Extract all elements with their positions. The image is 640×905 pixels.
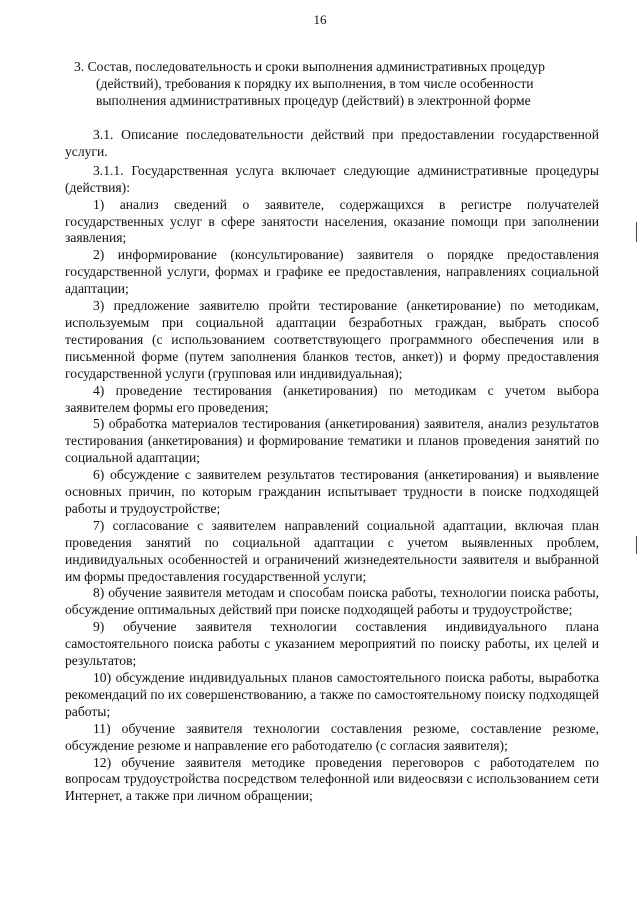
paragraph-3-1: 3.1. Описание последовательности действий при предоставлении государственной услуги. [65, 127, 599, 159]
document-body [65, 127, 599, 805]
list-item: 4) проведение тестирования (анкетирования) по методикам с учетом выбора заявителем формы его проведения; [65, 382, 599, 415]
list-item: 10) обсуждение индивидуальных планов самостоятельного поиска работы, выработка рекомендаций по их совершенствованию, а также по самостоятельному поиску подходящей работы; [65, 670, 599, 719]
list-item: 9) обучение заявителя технологии составления индивидуального плана самостоятельного поиска работы с указанием мероприятий по поиску работы, их целей и результатов; [65, 619, 599, 669]
list-item: 12) обучение заявителя методике проведения переговоров с работодателем по вопросам трудоустройства посредством телефонной или видеосвязи с использованием сети Интернет, а также при личном обращении; [65, 754, 599, 804]
list-item: 2) информирование (консультирование) заявителя о порядке предоставления государственной услуги, формах и графике ее предоставления, направлениях социальной адаптации; [65, 247, 599, 297]
section-heading-line-1: 3. Состав, последовательность и сроки выполнения административных процедур [74, 59, 545, 74]
section-heading-line-3: выполнения административных процедур (действий) в электронной форме [96, 93, 531, 108]
list-item: 8) обучение заявителя методам и способам поиска работы, технологии поиска работы, обсуждение оптимальных действий при поиске подходящей работы и трудоустройстве; [65, 585, 599, 618]
list-item: 3) предложение заявителю пройти тестирование (анкетирование) по методикам, используемым при социальной адаптации безработных граждан, выбрать способ тестирования (с использованием соответствующего программного обеспечения или в письменной форме (путем заполнения бланков тестов, анкет)) и форму предоставления государственной услуги (групповая или индивидуальная); [65, 298, 599, 381]
list-item: 11) обучение заявителя технологии составления резюме, составление резюме, обсуждение резюме и направление его работодателю (с согласия заявителя); [65, 720, 599, 753]
list-item: 6) обсуждение с заявителем результатов тестирования (анкетирования) и выявление основных причин, по которым гражданин испытывает трудности в поиске подходящей работы и трудоустройстве; [65, 467, 599, 516]
paragraph-3-1-1: 3.1.1. Государственная услуга включает следующие административные процедуры (действия): [65, 162, 599, 195]
page-number: 16 [313, 12, 327, 27]
section-heading-line-2: (действий), требования к порядку их выполнения, в том числе особенности [96, 76, 534, 91]
list-item: 1) анализ сведений о заявителе, содержащихся в регистре получателей государственных услуг в сфере занятости населения, оказание помощи при заполнении заявления; [65, 196, 599, 246]
list-item: 7) согласование с заявителем направлений социальной адаптации, включая план проведения занятий по социальной адаптации с учетом выявленных проблем, индивидуальных особенностей и ограничений жизнедеятельности заявителя и выбранной им формы предоставления государственной услуги; [65, 517, 599, 584]
section-heading [74, 58, 604, 109]
list-item: 5) обработка материалов тестирования (анкетирования) заявителя, анализ результатов тестирования (анкетирования) и формирование тематики и планов проведения занятий по социальной адаптации; [65, 416, 599, 466]
scan-edge-mark [636, 222, 637, 242]
scan-edge-mark [636, 536, 637, 554]
